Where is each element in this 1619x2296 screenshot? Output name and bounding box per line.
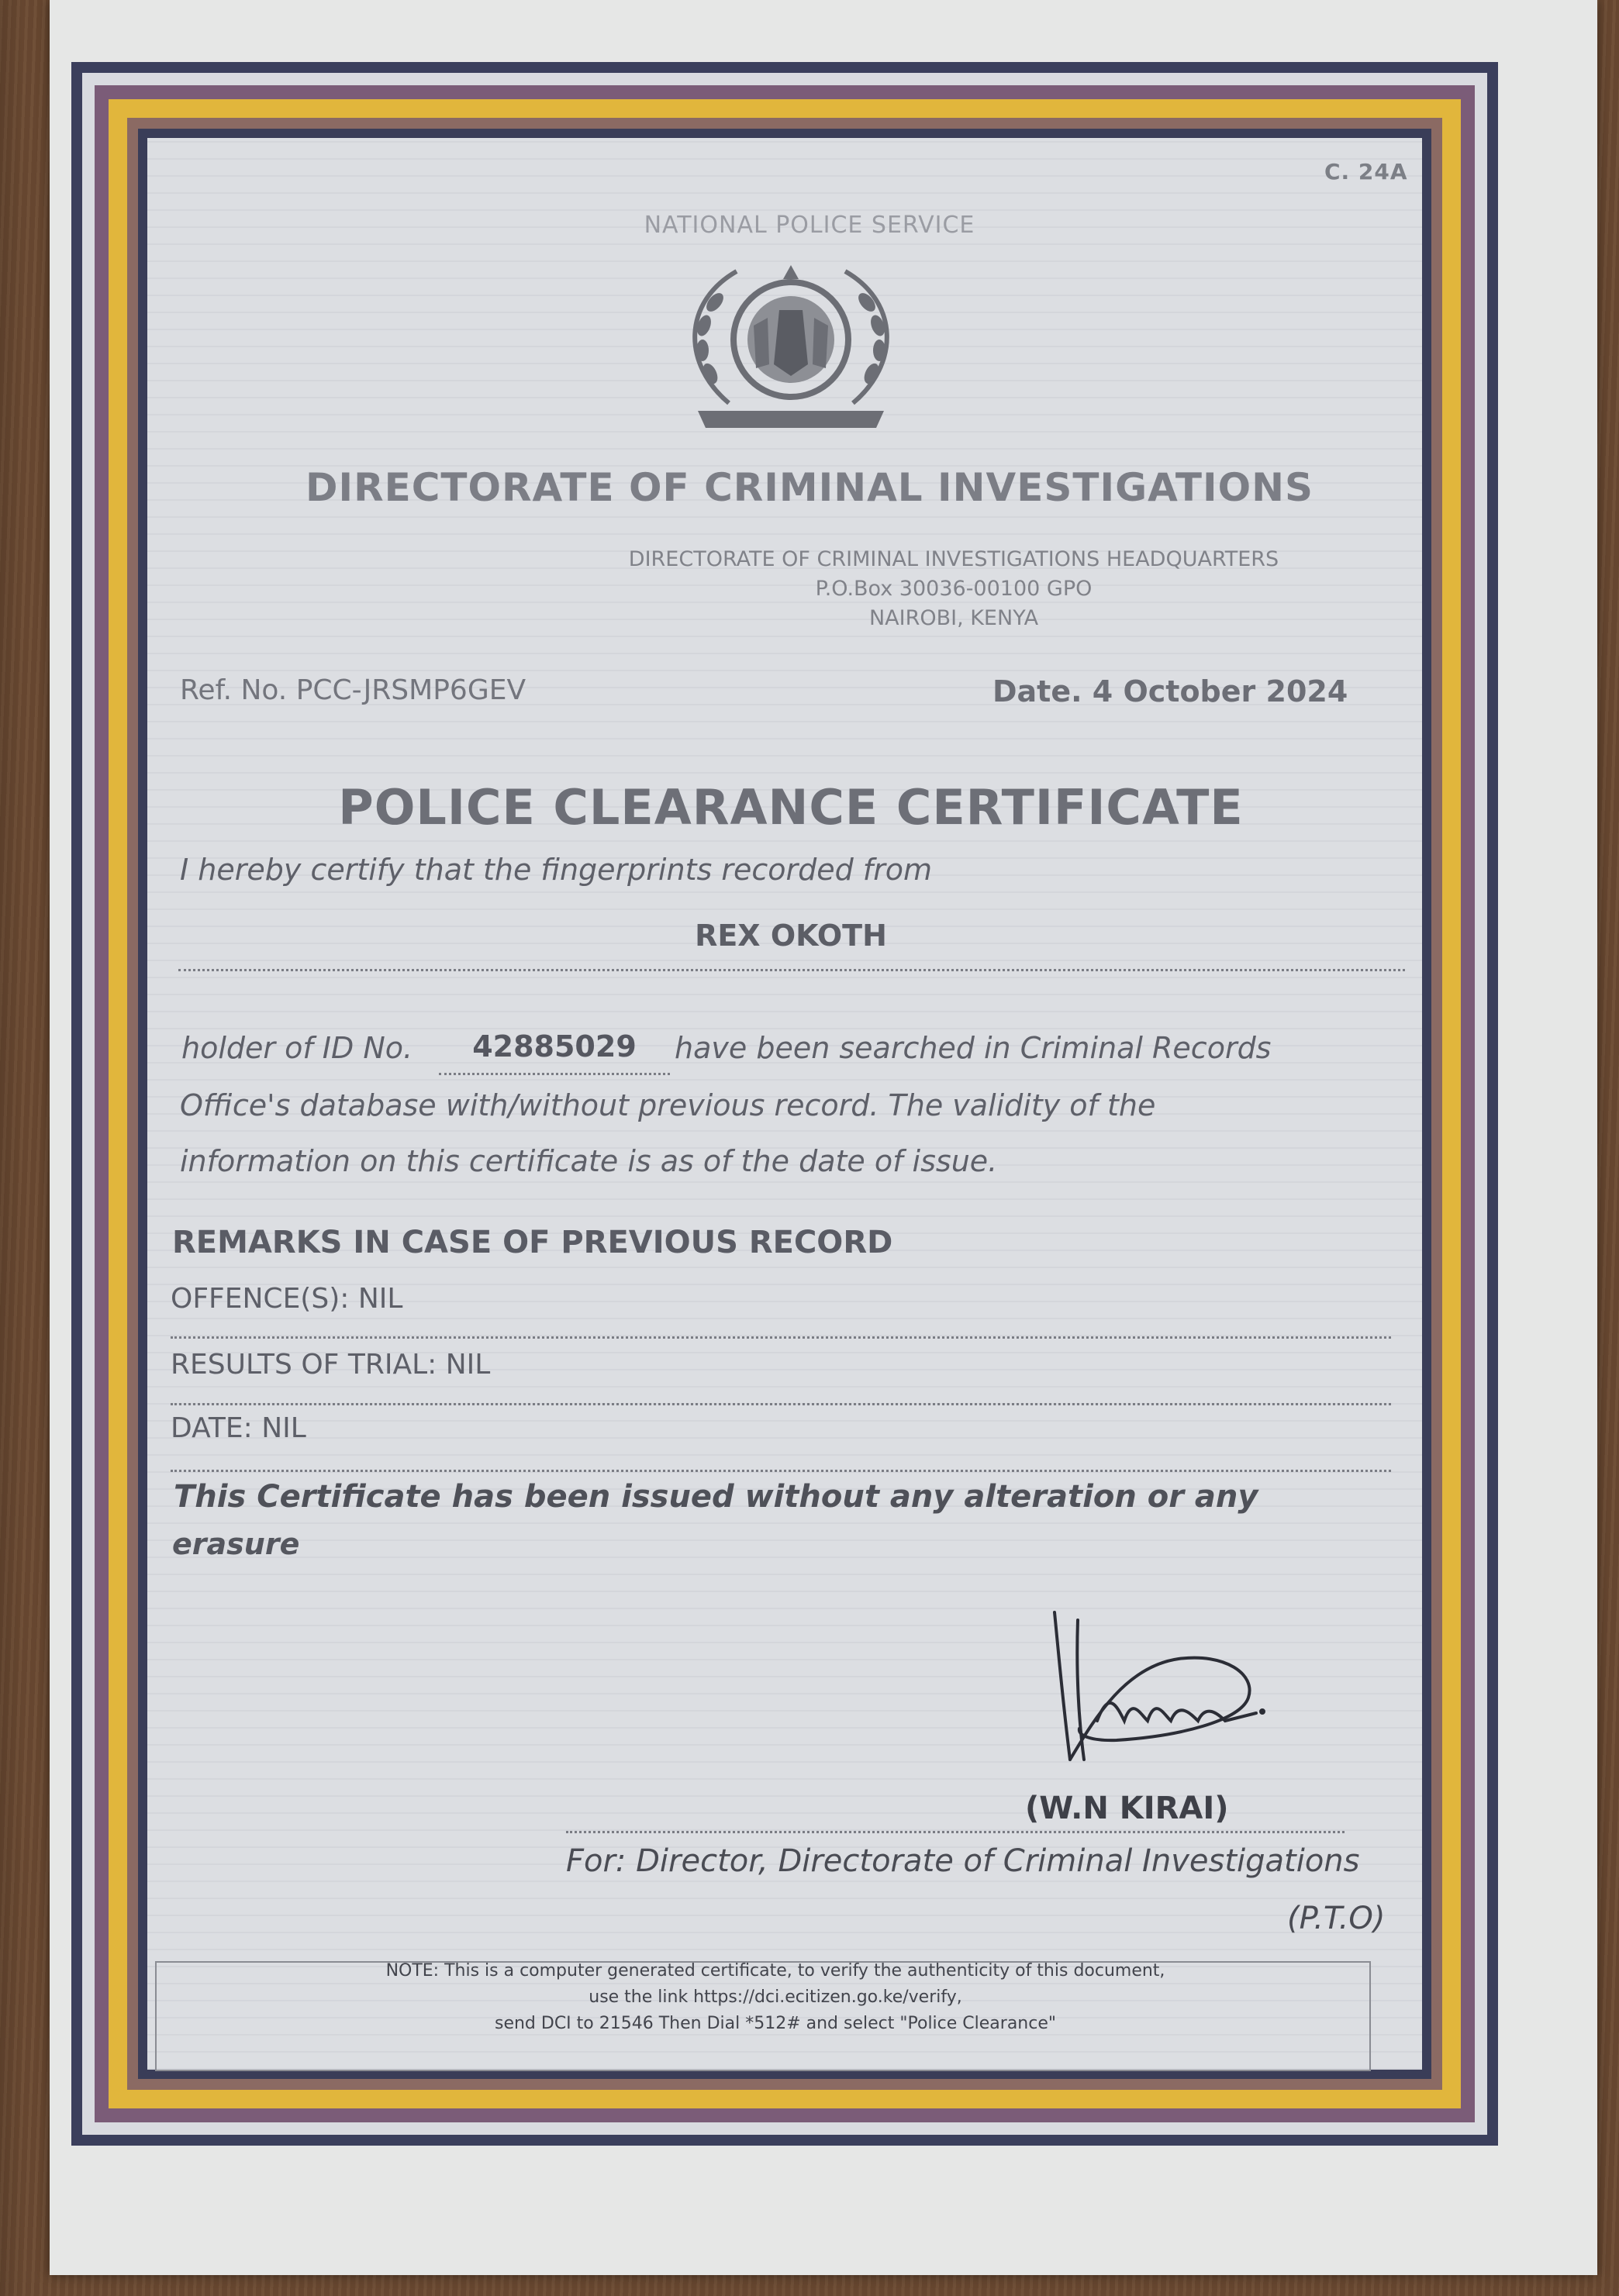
signature-dotted-line xyxy=(566,1831,1345,1833)
reference-number: Ref. No. PCC-JRSMP6GEV xyxy=(180,674,526,706)
kenya-coat-of-arms-icon xyxy=(667,248,915,434)
body-line-3: information on this certificate is as of the date of issue. xyxy=(180,1144,998,1178)
certify-intro: I hereby certify that the fingerprints recorded from xyxy=(180,853,933,887)
id-number: 42885029 xyxy=(439,1029,670,1075)
body-line-2: Office's database with/without previous record. The validity of the xyxy=(180,1088,1156,1122)
signature-image xyxy=(1024,1605,1272,1783)
holder-suffix: have been searched in Criminal Records xyxy=(675,1031,1272,1065)
note-line-2: use the link https://dci.ecitizen.go.ke/verify, xyxy=(589,1987,962,2007)
issue-date: Date. 4 October 2024 xyxy=(992,674,1348,708)
signer-name: (W.N KIRAI) xyxy=(1025,1791,1229,1826)
issuance-line-2: erasure xyxy=(172,1527,300,1561)
issuance-line-1: This Certificate has been issued without any alteration or any xyxy=(174,1479,1258,1515)
offences-dotted-line xyxy=(171,1336,1391,1339)
date-dotted-line xyxy=(171,1470,1391,1472)
holder-prefix: holder of ID No. xyxy=(181,1031,413,1065)
date-field: DATE: NIL xyxy=(171,1412,306,1444)
name-dotted-line xyxy=(178,969,1405,971)
offences-field: OFFENCE(S): NIL xyxy=(171,1283,403,1315)
note-line-3: send DCI to 21546 Then Dial *512# and select "Police Clearance" xyxy=(494,2014,1056,2033)
hq-address-line-1: DIRECTORATE OF CRIMINAL INVESTIGATIONS HEADQUARTERS xyxy=(628,547,1279,571)
pto-label: (P.T.O) xyxy=(1287,1901,1386,1936)
certificate-title: POLICE CLEARANCE CERTIFICATE xyxy=(338,779,1244,836)
directorate-title: DIRECTORATE OF CRIMINAL INVESTIGATIONS xyxy=(305,465,1314,510)
remarks-heading: REMARKS IN CASE OF PREVIOUS RECORD xyxy=(172,1225,893,1260)
hq-address-line-2: P.O.Box 30036-00100 GPO xyxy=(815,577,1093,601)
note-line-1: NOTE: This is a computer generated certificate, to verify the authenticity of this document, xyxy=(385,1961,1165,1981)
signer-title: For: Director, Directorate of Criminal Investigations xyxy=(566,1843,1360,1879)
service-name: NATIONAL POLICE SERVICE xyxy=(644,212,975,239)
holder-name: REX OKOTH xyxy=(695,919,887,953)
form-number: C. 24A xyxy=(1324,159,1408,184)
results-field: RESULTS OF TRIAL: NIL xyxy=(171,1349,491,1381)
results-dotted-line xyxy=(171,1403,1391,1405)
hq-address-line-3: NAIROBI, KENYA xyxy=(868,606,1039,630)
